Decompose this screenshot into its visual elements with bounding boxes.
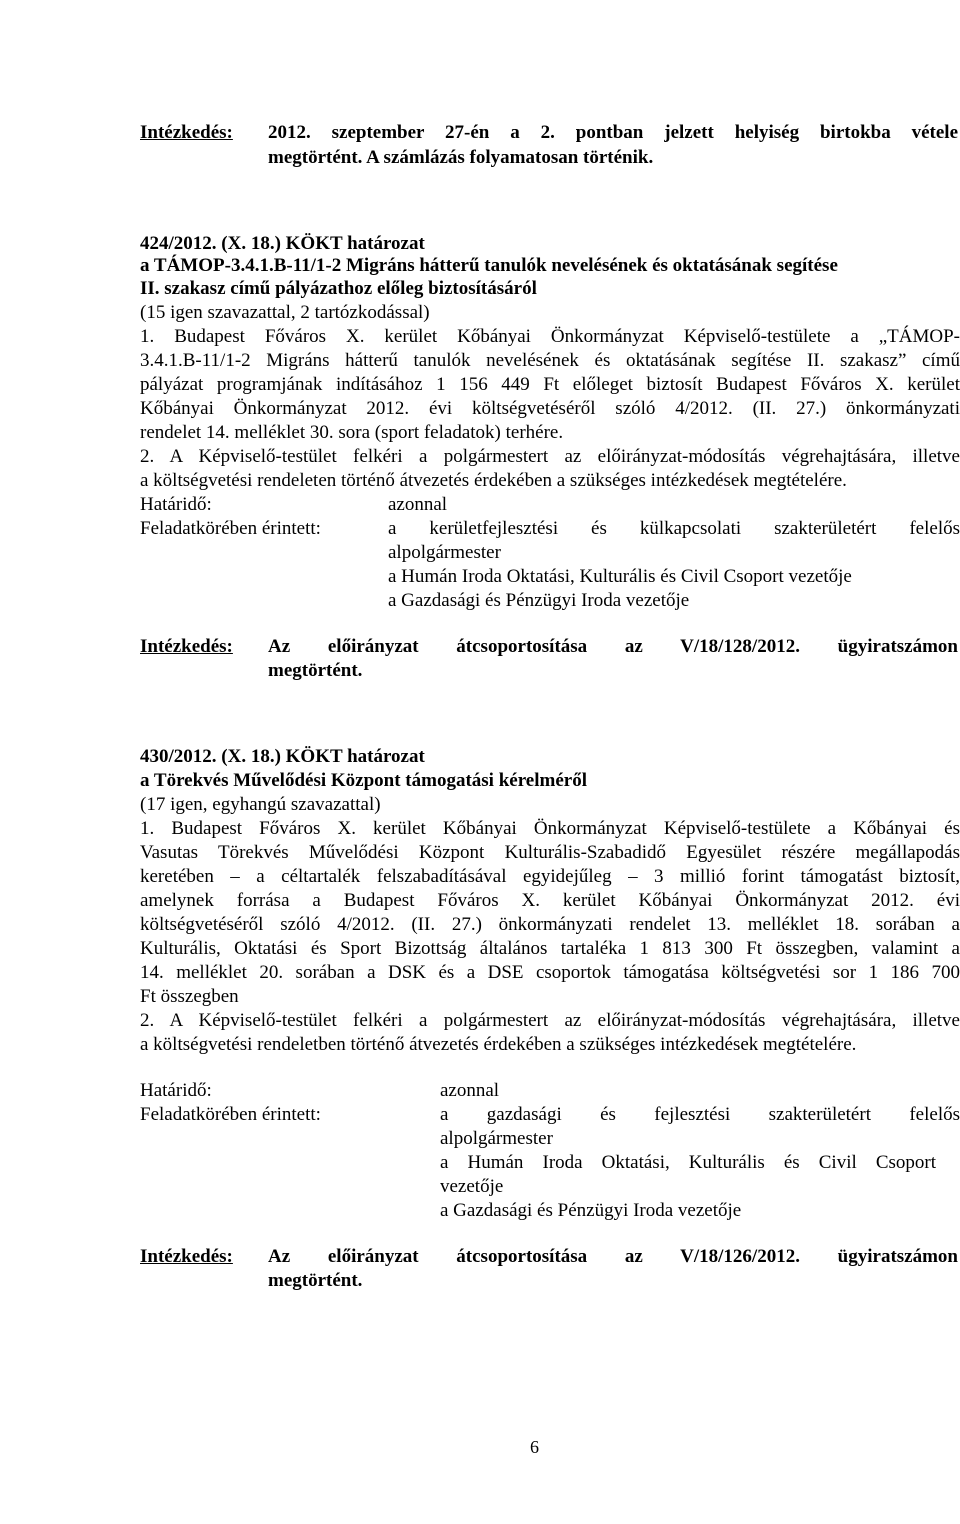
paragraph-line: 1. Budapest Főváros X. kerület Kőbányai Önkormányzat Képviselő-testülete a „TÁMOP- xyxy=(140,326,960,347)
intezkedes-text: Az előirányzat átcsoportosítása az V/18/128/2012. ügyiratszámon xyxy=(268,636,958,657)
intezkedes-label: Intézkedés: xyxy=(140,636,233,657)
paragraph-line: Kőbányai Önkormányzat 2012. évi költségvetéséről szóló 4/2012. (II. 27.) önkormányzati xyxy=(140,398,960,419)
resolution-title: 430/2012. (X. 18.) KÖKT határozat xyxy=(140,746,425,767)
responsible-item: alpolgármester xyxy=(440,1128,553,1149)
deadline-value: azonnal xyxy=(388,494,448,515)
paragraph-line: a költségvetési rendeletben történő átvezetés érdekében a szükséges intézkedések megtételére. xyxy=(140,1034,857,1055)
intezkedes-row-3 xyxy=(140,1246,960,1268)
responsible-item: a gazdasági és fejlesztési szakterületért felelős xyxy=(440,1104,960,1125)
responsible-item: a kerületfejlesztési és külkapcsolati szakterületért felelős xyxy=(388,518,960,539)
intezkedes-label: Intézkedés: xyxy=(140,1246,233,1267)
paragraph-line: a költségvetési rendeleten történő átvezetés érdekében a szükséges intézkedések megtételére. xyxy=(140,470,847,491)
deadline-label: Határidő: xyxy=(140,1080,212,1101)
resolution-subject: a Törekvés Művelődési Központ támogatási kérelméről xyxy=(140,770,587,791)
responsible-item: a Humán Iroda Oktatási, Kulturális és Civil Csoport xyxy=(440,1152,936,1173)
intezkedes-text: 2012. szeptember 27-én a 2. pontban jelzett helyiség birtokba vétele xyxy=(268,122,958,143)
responsible-item: alpolgármester xyxy=(388,542,501,563)
paragraph-line: 2. A Képviselő-testület felkéri a polgármestert az előirányzat-módosítás végrehajtására, illetve xyxy=(140,446,960,467)
vote-result: (17 igen, egyhangú szavazattal) xyxy=(140,794,381,815)
intezkedes-row-2 xyxy=(140,636,960,658)
responsible-item: vezetője xyxy=(440,1176,504,1197)
intezkedes-text-cont: megtörtént. xyxy=(268,660,363,681)
resolution-title: 424/2012. (X. 18.) KÖKT határozat xyxy=(140,233,425,254)
paragraph-line: 1. Budapest Főváros X. kerület Kőbányai Önkormányzat Képviselő-testülete a Kőbányai és xyxy=(140,818,960,839)
intezkedes-text-cont: megtörtént. A számlázás folyamatosan történik. xyxy=(268,147,654,168)
intezkedes-row-1 xyxy=(140,122,960,144)
paragraph-line: 3.4.1.B-11/1-2 Migráns hátterű tanulók nevelésének és oktatásának segítése II. szakasz” című xyxy=(140,350,960,371)
paragraph-line: 14. melléklet 20. sorában a DSK és a DSE csoportok támogatása költségvetési sor 1 186 700 xyxy=(140,962,960,983)
paragraph-line: 2. A Képviselő-testület felkéri a polgármestert az előirányzat-módosítás végrehajtására, illetve xyxy=(140,1010,960,1031)
resolution-subject-cont: II. szakasz című pályázathoz előleg biztosításáról xyxy=(140,278,537,299)
paragraph-line: Vasutas Törekvés Művelődési Központ Kulturális-Szabadidő Egyesület részére megállapodás xyxy=(140,842,960,863)
intezkedes-text-cont: megtörtént. xyxy=(268,1270,363,1291)
paragraph-line: Kulturális, Oktatási és Sport Bizottság általános tartaléka 1 813 300 Ft összegben, valamint a xyxy=(140,938,960,959)
paragraph-line: rendelet 14. melléklet 30. sora (sport feladatok) terhére. xyxy=(140,422,564,443)
intezkedes-label: Intézkedés: xyxy=(140,122,233,143)
responsible-label: Feladatkörében érintett: xyxy=(140,1104,321,1125)
responsible-label: Feladatkörében érintett: xyxy=(140,518,321,539)
paragraph-line: amelynek forrása a Budapest Főváros X. kerület Kőbányai Önkormányzat 2012. évi xyxy=(140,890,960,911)
paragraph-line: Ft összegben xyxy=(140,986,239,1007)
vote-result: (15 igen szavazattal, 2 tartózkodással) xyxy=(140,302,430,323)
deadline-value: azonnal xyxy=(440,1080,500,1101)
deadline-label: Határidő: xyxy=(140,494,212,515)
responsible-item: a Humán Iroda Oktatási, Kulturális és Civil Csoport vezetője xyxy=(388,566,852,587)
paragraph-line: pályázat programjának indításához 1 156 449 Ft előleget biztosít Budapest Főváros X. kerület xyxy=(140,374,960,395)
responsible-item: a Gazdasági és Pénzügyi Iroda vezetője xyxy=(440,1200,742,1221)
paragraph-line: költségvetéséről szóló 4/2012. (II. 27.) önkormányzati rendelet 13. melléklet 18. sorában a xyxy=(140,914,960,935)
responsible-item: a Gazdasági és Pénzügyi Iroda vezetője xyxy=(388,590,690,611)
resolution-subject: a TÁMOP-3.4.1.B-11/1-2 Migráns hátterű tanulók nevelésének és oktatásának segítése xyxy=(140,255,838,276)
intezkedes-text: Az előirányzat átcsoportosítása az V/18/126/2012. ügyiratszámon xyxy=(268,1246,958,1267)
page-number: 6 xyxy=(530,1437,539,1457)
paragraph-line: keretében – a céltartalék felszabadításával egyidejűleg – 3 millió forint támogatást biztosít, xyxy=(140,866,960,887)
